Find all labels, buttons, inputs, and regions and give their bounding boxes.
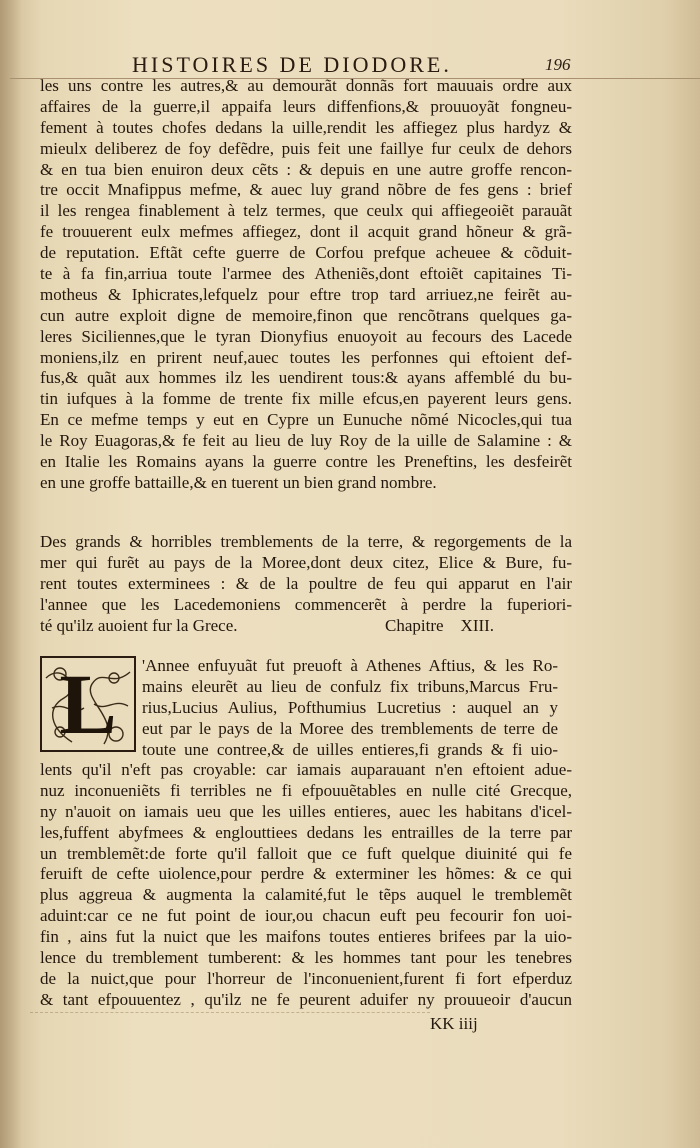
text-line: té qu'ilz auoient fur la Grece. Chapitre XIII. [40,615,495,635]
text-line: rent toutes exterminees : & de la poultre de feu qui apparut en l'air [40,573,572,593]
text-line: & tant efpouuentez , qu'ilz ne fe peurent aduifer ny prouueoir d'aucun [40,989,572,1009]
text-line: lents qu'il n'eft pas croyable: car iamais auparauant n'en eftoient adue- [40,760,572,779]
text-line: feruift de cefte uiolence,pour perdre & exterminer les hõmes: & ce qui [40,864,572,884]
drop-cap-ornament [40,656,136,752]
text-line: 'Annee enfuyuãt fut preuoft à Athenes Aftius, & les Ro- [142,656,558,675]
text-line: mieulx deliberez de foy defẽdre, puis feit une faillye fur ceulx de dehors [40,138,572,158]
text-line: il les rengea finablement à telz termes, que ceulx qui affiegeoiẽt parauãt [40,201,572,221]
text-line: rius,Lucius Aulius, Pofthumius Lucretius : auquel an y [142,697,558,717]
text-line: de la nuict,que pour l'horreur de l'inconuenient,furent fi fort efperduz [40,968,572,988]
text-line: toute une contree,& de uilles entieres,fi grands & fi uio- [142,739,558,759]
text-line: affaires de la guerre,il appaifa leurs diffenfions,& prouuoyãt fongneu- [40,96,572,116]
text-line: les,fuffent abyfmees & englouttiees dedans les entrailles de la terre par [40,822,572,842]
paragraph-section-1 [40,76,572,494]
text-line: en Italie les Romains ayans la guerre contre les Preneftins, les desfeirẽt [40,452,572,472]
text-line: ny n'auoit on iamais ueu que les uilles entieres, auec les habitans d'icel- [40,801,572,821]
text-line: fin , ains fut la nuict que les maifons toutes entieres brifees par la uio- [40,927,572,947]
text-line: Des grands & horribles tremblements de la terre, & regorgements de la [40,532,572,551]
text-line: le Roy Euagoras,& fe feit au lieu de luy Roy de la uille de Salamine : & [40,431,572,451]
text-line: un tremblemẽt:de forte qu'il falloit que ce fuft quelque diuinité qui fe [40,843,572,863]
paragraph-section-2 [40,760,572,1011]
text-line: fe trouuerent eulx mefmes affiegez, dont il acquit grand hõneur & grã- [40,222,572,242]
chapter-label: Chapitre XIII. [385,615,495,635]
text-line: tre occit Mnafippus mefme, & auec luy grand nõbre de fes gens : brief [40,180,572,200]
text-line: aduint:car ce ne fut point de iour,ou chacun euft peu fecourir fon uoi- [40,906,572,926]
text-line: eut par le pays de la Moree des tremblements de terre de [142,718,558,738]
running-head: HISTOIRES DE DIODORE. [132,52,452,77]
text-line: mer qui furẽt au pays de la Moree,dont deux citez, Elice & Bure, fu- [40,552,572,572]
text-line: leres Siciliennes,que le tyran Dionyfius enuoyoit au fecours des Lacede [40,326,572,346]
text-line: fus,& quãt aux hommes ilz les uendirent tous:& ayans affemblé du bu- [40,368,572,388]
text-line: en une groffe battaille,& en tuerent un bien grand nombre. [40,472,437,492]
drop-cap-letter: L [59,656,117,752]
text-line: fement à toutes chofes dedans la uille,rendit les affiegez plus hardyz & [40,117,572,137]
text-line: cun autre exploit digne de memoire,finon que rencõtrans quelques ga- [40,305,572,325]
text-line: nuz inconueniẽts fi terribles ne fi efpouuẽtables en nulle cité Grecque, [40,780,572,800]
text-line: l'annee que les Lacedemoniens commencerẽt à perdre la fuperiori- [40,594,572,614]
text-line: plus aggreua & augmenta la calamité,fut le tẽps auquel le tremblemẽt [40,885,572,905]
text-line: lence du tremblement tumberent: & les hommes tant pour les tenebres [40,948,572,968]
text-line: moniens,ilz en prirent neuf,auec toutes les perfonnes qui eftoient def- [40,347,572,367]
text-line: de reputation. Eftãt cefte guerre de Corfou prefque acheuee & cõduit- [40,243,572,263]
text-line: mains eleurẽt au lieu de confulz fix tribuns,Marcus Fru- [142,676,558,696]
signature-mark: KK iiij [430,1014,478,1033]
text-line: tin iufques à la fomme de trente fix mille efcus,en payerent leurs gens. [40,389,572,409]
text-line: motheus & Iphicrates,lefquelz pour eftre trop tard arriuez,ne feirẽt au- [40,284,572,304]
folio-number: 196 [545,55,571,74]
text-line: te à fa fin,arriua toute l'armee des Atheniẽs,dont eftoiẽt capitaines Ti- [40,264,572,284]
text-line: & en tua bien enuiron deux cẽts : & depuis en une autre groffe rencon- [40,159,572,179]
text-line: les uns contre les autres,& au demourãt donnãs fort mauuais ordre aux [40,76,572,95]
paragraph-section-2-indented [142,656,558,760]
bottom-rule [30,1012,430,1014]
chapter-heading [40,532,572,636]
gutter-shadow [0,0,22,1148]
text-line: En ce mefme temps y eut en Cypre un Eunuche nõmé Nicocles,qui tua [40,410,572,430]
